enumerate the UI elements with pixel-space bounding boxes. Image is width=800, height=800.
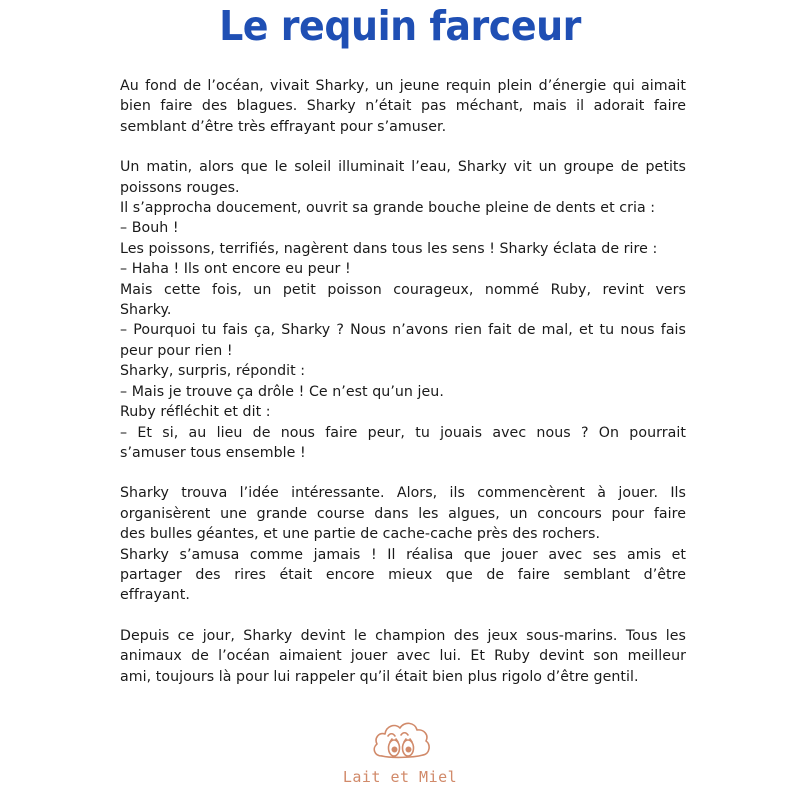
story-line: Au fond de l’océan, vivait Sharky, un jeune requin plein d’énergie qui aimait [120,78,686,94]
story-line: semblant d’être très effrayant pour s’amuser. [120,118,447,135]
story-line: organisèrent une grande course dans les algues, un concours pour faire [120,505,686,522]
story-line: animaux de l’océan aimaient jouer avec lui. Et Ruby devint son meilleur [120,648,686,665]
story-line: Depuis ce jour, Sharky devint le champion des jeux sous-marins. Tous les [120,627,686,644]
story-line: – Et si, au lieu de nous faire peur, tu jouais avec nous ? On pourrait [120,424,686,441]
story-line: Sharky. [120,302,172,319]
story-line: peur pour rien ! [120,342,233,359]
story-line: Sharky, surpris, répondit : [120,363,306,380]
story-line: Sharky trouva l’idée intéressante. Alors, ils commencèrent à jouer. Ils [120,485,686,502]
story-line: des bulles géantes, et une partie de cache-cache près des rochers. [120,526,601,543]
brand-logo [342,712,458,794]
story-line: – Pourquoi tu fais ça, Sharky ? Nous n’avons rien fait de mal, et tu nous fais [120,322,686,339]
story-line: Un matin, alors que le soleil illuminait l’eau, Sharky vit un groupe de petits [120,159,686,176]
cloud-eyes-icon [368,712,434,768]
story-line: – Mais je trouve ça drôle ! Ce n’est qu’un jeu. [120,383,444,400]
story-line: Ruby réfléchit et dit : [120,404,271,421]
story-paragraph [120,483,686,605]
story-line: bien faire des blagues. Sharky n’était pas méchant, mais il adorait faire [120,98,686,115]
story-body [120,76,686,707]
story-line: Les poissons, terrifiés, nagèrent dans tous les sens ! Sharky éclata de rire : [120,240,658,257]
brand-name: Lait et Miel [342,768,458,786]
story-paragraph [120,626,686,687]
story-line: Il s’approcha doucement, ouvrit sa grande bouche pleine de dents et cria : [120,200,656,217]
story-line: Mais cette fois, un petit poisson courageux, nommé Ruby, revint vers [120,281,686,298]
story-paragraph [120,157,686,463]
story-line: effrayant. [120,587,190,604]
story-line: poissons rouges. [120,179,240,196]
page-title: Le requin farceur [219,2,581,50]
story-line: – Haha ! Ils ont encore eu peur ! [120,261,351,278]
story-paragraph [120,76,686,137]
story-line: s’amuser tous ensemble ! [120,444,306,461]
story-line: Sharky s’amusa comme jamais ! Il réalisa que jouer avec ses amis et [120,546,686,563]
story-line: partager des rires était encore mieux que de faire semblant d’être [120,566,686,583]
story-line: – Bouh ! [120,220,179,237]
story-line: ami, toujours là pour lui rappeler qu’il était bien plus rigolo d’être gentil. [120,668,639,685]
